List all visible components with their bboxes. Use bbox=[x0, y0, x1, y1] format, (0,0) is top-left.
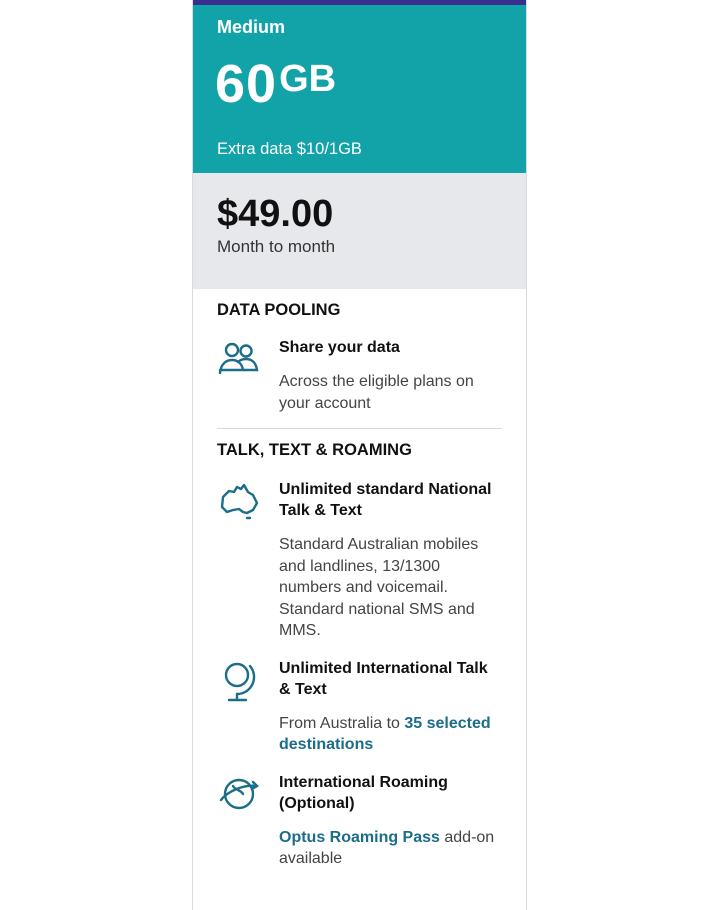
price-box bbox=[193, 173, 526, 289]
feature-description: Standard Australian mobiles and landlines, 13/1300 numbers and voicemail. Standard national SMS and MMS. bbox=[279, 536, 479, 639]
feature-description: Across the eligible plans on your account bbox=[279, 373, 474, 412]
feature-share-data bbox=[217, 337, 502, 414]
feature-international-roaming bbox=[217, 772, 502, 870]
data-amount-number: 60 bbox=[215, 54, 278, 114]
feature-title: International Roaming (Optional) bbox=[279, 773, 448, 812]
feature-description bbox=[279, 827, 502, 870]
plan-header bbox=[193, 5, 526, 173]
feature-international-talk bbox=[217, 658, 502, 756]
data-amount-unit: GB bbox=[279, 58, 337, 100]
feature-title: Share your data bbox=[279, 339, 400, 356]
feature-description bbox=[279, 713, 502, 756]
feature-national-talk bbox=[217, 479, 502, 642]
data-allowance bbox=[215, 54, 337, 114]
feature-title: Unlimited standard National Talk & Text bbox=[279, 481, 492, 519]
globe-icon bbox=[217, 658, 261, 702]
plan-price: $49.00 bbox=[217, 193, 334, 235]
plan-features bbox=[193, 289, 526, 870]
people-icon bbox=[217, 337, 261, 381]
plan-term: Month to month bbox=[217, 237, 336, 256]
section-title-talk-text-roaming: TALK, TEXT & ROAMING bbox=[217, 441, 412, 459]
selected-destinations-link[interactable]: 35 selected destinations bbox=[279, 714, 491, 753]
section-title-data-pooling: DATA POOLING bbox=[217, 301, 341, 319]
description-text: add-on available bbox=[279, 828, 495, 867]
feature-title: Unlimited International Talk & Text bbox=[279, 659, 488, 698]
australia-map-icon bbox=[217, 479, 261, 523]
plan-tier: Medium bbox=[217, 17, 286, 37]
plan-card bbox=[192, 0, 527, 910]
roaming-globe-icon bbox=[217, 772, 261, 816]
roaming-pass-link[interactable]: Optus Roaming Pass bbox=[279, 828, 440, 846]
description-text: From Australia to bbox=[279, 714, 405, 732]
extra-data-price: Extra data $10/1GB bbox=[217, 140, 362, 158]
